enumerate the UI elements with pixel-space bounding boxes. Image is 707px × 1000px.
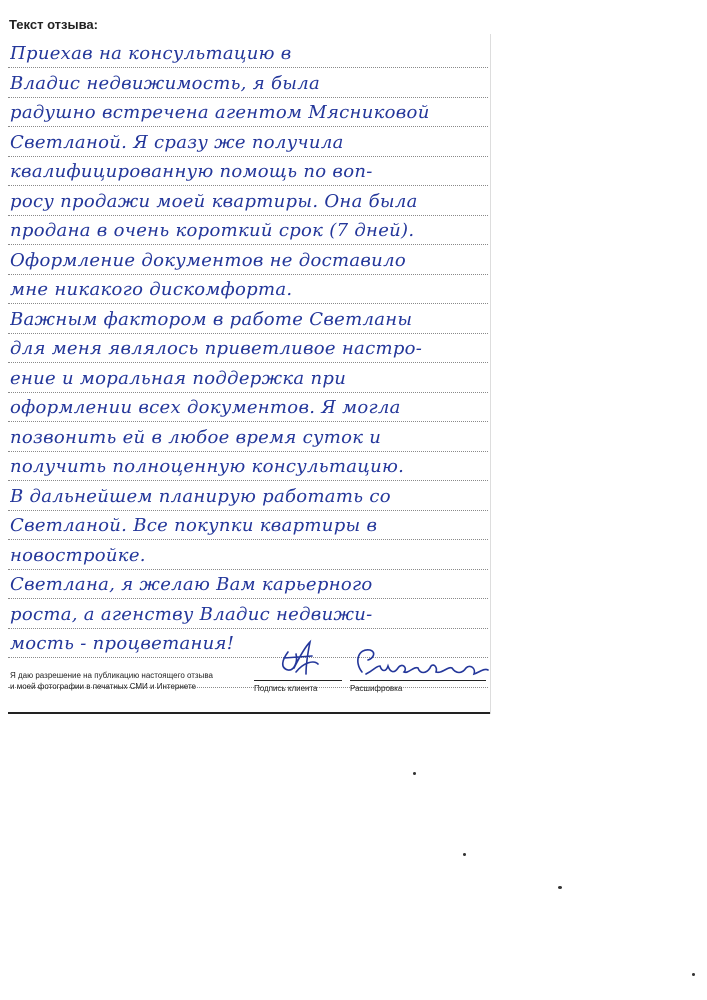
review-text-line: мне никакого дискомфорта. xyxy=(10,279,293,300)
ruled-line xyxy=(8,539,488,540)
review-text-line: роста, а агенству Владис недвижи- xyxy=(10,604,373,625)
ruled-line xyxy=(8,303,488,304)
review-text-line: Оформление документов не доставило xyxy=(10,250,406,271)
ruled-line xyxy=(8,362,488,363)
signature-caption: Подпись клиента xyxy=(254,684,318,693)
ruled-line xyxy=(8,215,488,216)
consent-line-1: Я даю разрешение на публикацию настоящего отзыва xyxy=(10,671,213,680)
scan-speck xyxy=(463,853,466,856)
ruled-line xyxy=(8,569,488,570)
review-form-title: Текст отзыва: xyxy=(9,17,98,32)
review-text-line: Светланой. Все покупки квартиры в xyxy=(10,515,378,536)
review-text-line: мость - процветания! xyxy=(10,633,235,654)
review-text-line: получить полноценную консультацию. xyxy=(10,456,405,477)
review-sheet xyxy=(8,34,490,714)
ruled-line xyxy=(8,480,488,481)
review-text-line: В дальнейшем планирую работать со xyxy=(10,486,391,507)
review-text-line: позвонить ей в любое время суток и xyxy=(10,427,382,448)
review-text-line: для меня являлось приветливое настро- xyxy=(10,338,423,359)
review-text-line: росу продажи моей квартиры. Она была xyxy=(10,191,418,212)
scan-speck xyxy=(692,973,695,976)
review-text-line: квалифицированную помощь по воп- xyxy=(10,161,373,182)
consent-line-2: и моей фотографии в печатных СМИ и Интернете xyxy=(10,682,196,691)
review-text-line: Приехав на консультацию в xyxy=(10,43,292,64)
ruled-line xyxy=(8,421,488,422)
client-signature-icon xyxy=(274,638,334,684)
ruled-line xyxy=(8,156,488,157)
review-text-line: радушно встречена агентом Мясниковой xyxy=(10,102,430,123)
signature-line xyxy=(254,680,342,681)
ruled-line xyxy=(8,67,488,68)
scan-speck xyxy=(558,886,562,889)
ruled-line xyxy=(8,628,488,629)
ruled-line xyxy=(8,510,488,511)
publication-consent-text xyxy=(10,670,250,692)
decode-caption: Расшифровка xyxy=(350,684,403,693)
ruled-line xyxy=(8,392,488,393)
ruled-line xyxy=(8,274,488,275)
ruled-line xyxy=(8,126,488,127)
review-text-line: Важным фактором в работе Светланы xyxy=(10,309,413,330)
review-text-line: Владис недвижимость, я была xyxy=(10,73,320,94)
ruled-line xyxy=(8,97,488,98)
decode-line xyxy=(350,680,486,681)
review-text-line: ение и моральная поддержка при xyxy=(10,368,347,389)
review-text-line: Светлана, я желаю Вам карьерного xyxy=(10,574,373,595)
ruled-line xyxy=(8,244,488,245)
review-text-line: новостройке. xyxy=(10,545,146,566)
ruled-line xyxy=(8,598,488,599)
signature-decode-handwriting xyxy=(352,644,492,684)
review-text-line: Светланой. Я сразу же получила xyxy=(10,132,344,153)
ruled-line xyxy=(8,333,488,334)
review-text-line: оформлении всех документов. Я могла xyxy=(10,397,401,418)
scan-speck xyxy=(413,772,416,775)
ruled-line xyxy=(8,185,488,186)
ruled-line xyxy=(8,451,488,452)
review-text-line: продана в очень короткий срок (7 дней). xyxy=(10,220,415,241)
